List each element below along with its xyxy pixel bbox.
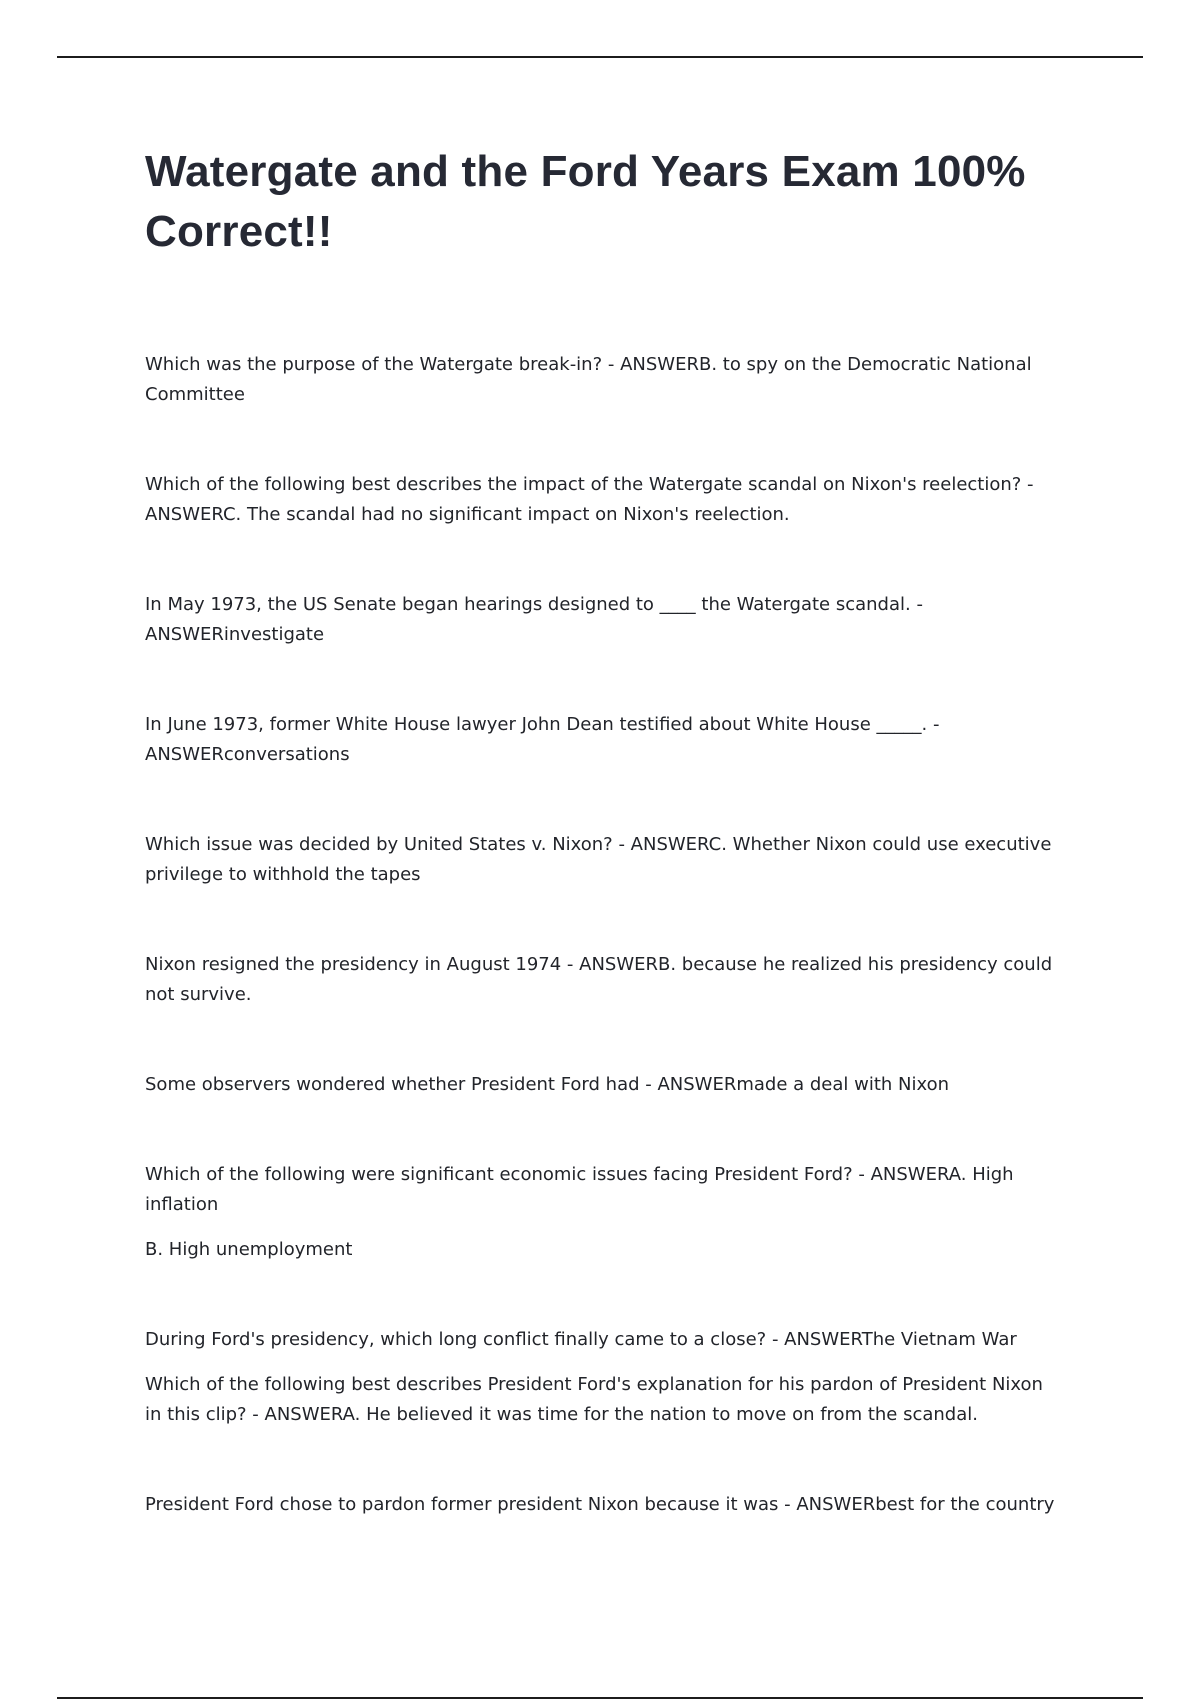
qa-item: Which of the following were significant economic issues facing President Ford? - ANSWERA. High inflation: [145, 1164, 1014, 1215]
qa-item: Which of the following best describes the impact of the Watergate scandal on Nixon's reelection? - ANSWERC. The scandal had no significant impact on Nixon's reelection.: [145, 474, 1034, 525]
qa-item: B. High unemployment: [145, 1239, 353, 1260]
qa-item: Nixon resigned the presidency in August 1974 - ANSWERB. because he realized his presidency could not survive.: [145, 954, 1053, 1005]
document-title: Watergate and the Ford Years Exam 100% Correct!!: [145, 147, 1026, 256]
top-divider: [57, 56, 1143, 58]
qa-item: During Ford's presidency, which long conflict finally came to a close? - ANSWERThe Vietnam War: [145, 1329, 1017, 1350]
document-body: [145, 142, 1065, 1520]
qa-item: Which was the purpose of the Watergate break-in? - ANSWERB. to spy on the Democratic National Committee: [145, 354, 1032, 405]
qa-list: [145, 350, 1065, 1520]
qa-item: Some observers wondered whether President Ford had - ANSWERmade a deal with Nixon: [145, 1074, 950, 1095]
qa-item: Which issue was decided by United States v. Nixon? - ANSWERC. Whether Nixon could use executive privilege to withhold the tapes: [145, 834, 1052, 885]
bottom-divider: [57, 1697, 1143, 1699]
qa-item: In May 1973, the US Senate began hearings designed to ____ the Watergate scandal. - ANSWERinvestigate: [145, 594, 923, 645]
qa-item: In June 1973, former White House lawyer John Dean testified about White House _____. - ANSWERconversations: [145, 714, 940, 765]
qa-item: Which of the following best describes President Ford's explanation for his pardon of President Nixon in this clip? - ANSWERA. He believed it was time for the nation to move on from the scandal.: [145, 1374, 1043, 1425]
qa-item: President Ford chose to pardon former president Nixon because it was - ANSWERbest for the country: [145, 1494, 1055, 1515]
